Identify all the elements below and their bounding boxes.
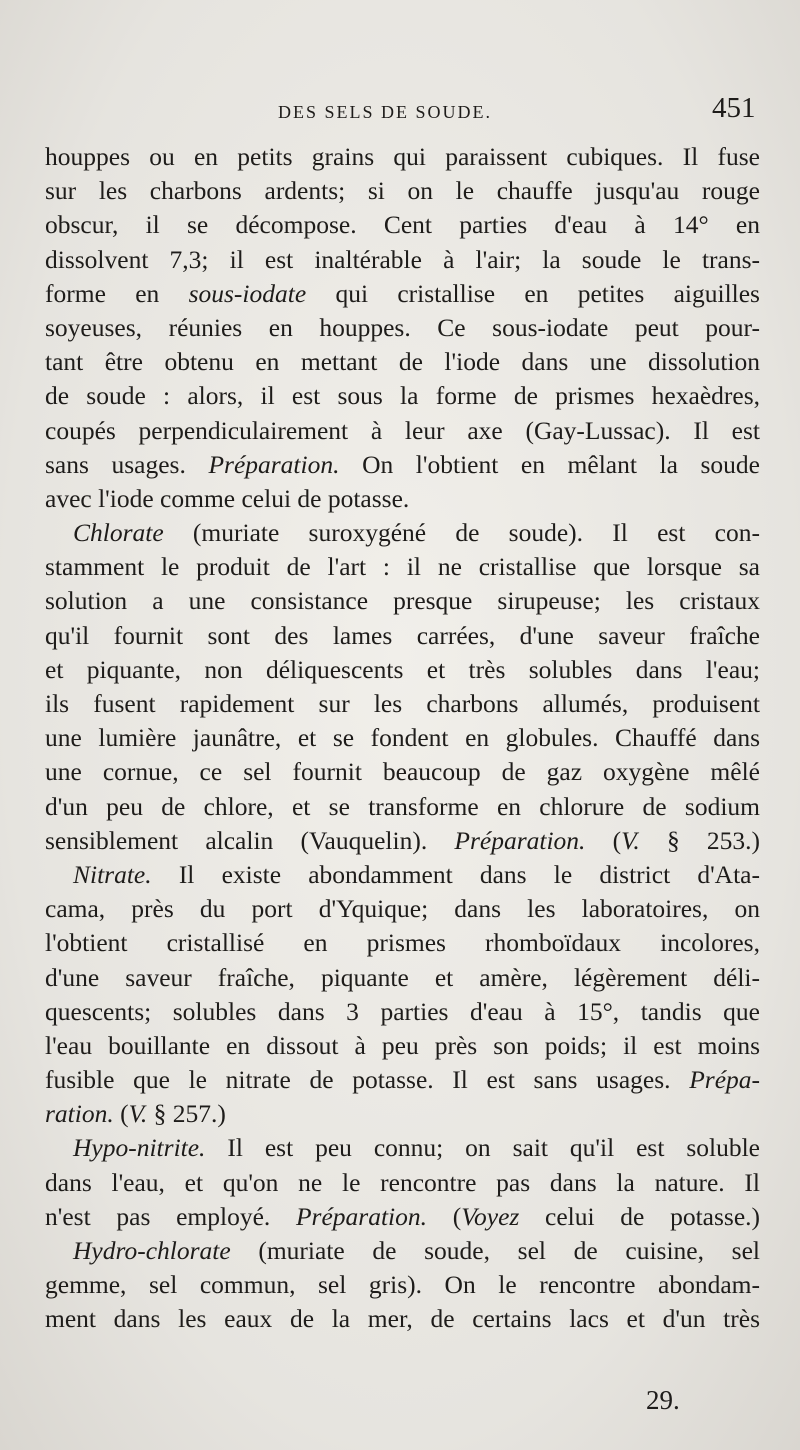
text-line: ration. (V. § 257.) (45, 1099, 226, 1129)
body-text (45, 140, 760, 1337)
text-line: coupés perpendiculairement à leur axe (Gay-Lussac). Il est (45, 415, 760, 445)
text-line: dans l'eau, et qu'on ne le rencontre pas dans la nature. Il (45, 1167, 760, 1197)
text-line: stamment le produit de l'art : il ne cristallise que lorsque sa (45, 552, 760, 582)
text-line: une lumière jaunâtre, et se fondent en globules. Chauffé dans (45, 723, 760, 753)
text-line: de soude : alors, il est sous la forme de prismes hexaèdres, (45, 381, 760, 411)
running-title: DES SELS DE SOUDE. (278, 102, 493, 122)
signature-mark: 29. (646, 1385, 680, 1415)
text-line: tant être obtenu en mettant de l'iode dans une dissolution (45, 347, 760, 377)
text-line: sur les charbons ardents; si on le chauffe jusqu'au rouge (45, 176, 760, 206)
text-line: forme en sous-iodate qui cristallise en petites aiguilles (45, 278, 760, 308)
text-line: solution a une consistance presque sirupeuse; les cristaux (45, 586, 760, 616)
text-line: d'un peu de chlore, et se transforme en chlorure de sodium (45, 791, 760, 821)
text-line: une cornue, ce sel fournit beaucoup de gaz oxygène mêlé (45, 757, 760, 787)
page-number: 451 (712, 92, 756, 124)
text-line: avec l'iode comme celui de potasse. (45, 483, 410, 513)
text-line: gemme, sel commun, sel gris). On le rencontre abondam- (45, 1270, 760, 1300)
text-line: qu'il fournit sont des lames carrées, d'une saveur fraîche (45, 620, 760, 650)
text-line: ils fusent rapidement sur les charbons allumés, produisent (45, 689, 760, 718)
text-line: houppes ou en petits grains qui paraissent cubiques. Il fuse (45, 142, 760, 171)
paragraph-start-chlorate: Chlorate (muriate suroxygéné de soude). Il est con- (73, 518, 760, 548)
text-line: n'est pas employé. Préparation. (Voyez celui de potasse.) (45, 1201, 760, 1231)
text-line: obscur, il se décompose. Cent parties d'eau à 14° en (45, 210, 760, 240)
text-line: sensiblement alcalin (Vauquelin). Préparation. (V. § 253.) (45, 825, 760, 855)
text-line: sans usages. Préparation. On l'obtient en mêlant la soude (45, 449, 760, 479)
text-line: l'obtient cristallisé en prismes rhomboïdaux incolores, (45, 928, 760, 958)
text-line: cama, près du port d'Yquique; dans les laboratoires, on (45, 894, 760, 924)
text-line: quescents; solubles dans 3 parties d'eau à 15°, tandis que (45, 996, 760, 1026)
paragraph-start-hydro-chlorate: Hydro-chlorate (muriate de soude, sel de cuisine, sel (73, 1236, 760, 1265)
text-line: d'une saveur fraîche, piquante et amère, légèrement déli- (45, 962, 760, 992)
text-line: l'eau bouillante en dissout à peu près son poids; il est moins (45, 1030, 760, 1060)
text-line: et piquante, non déliquescents et très solubles dans l'eau; (45, 654, 760, 684)
paragraph-start-nitrate: Nitrate. Il existe abondamment dans le district d'Ata- (73, 859, 760, 889)
text-line: fusible que le nitrate de potasse. Il est sans usages. Prépa- (45, 1065, 760, 1095)
text-line: ment dans les eaux de la mer, de certains lacs et d'un très (45, 1304, 760, 1334)
text-line: dissolvent 7,3; il est inaltérable à l'air; la soude le trans- (45, 244, 760, 274)
paragraph-start-hypo-nitrite: Hypo-nitrite. Il est peu connu; on sait qu'il est soluble (73, 1133, 760, 1163)
running-head (0, 92, 800, 132)
text-line: soyeuses, réunies en houppes. Ce sous-iodate peut pour- (45, 312, 760, 342)
